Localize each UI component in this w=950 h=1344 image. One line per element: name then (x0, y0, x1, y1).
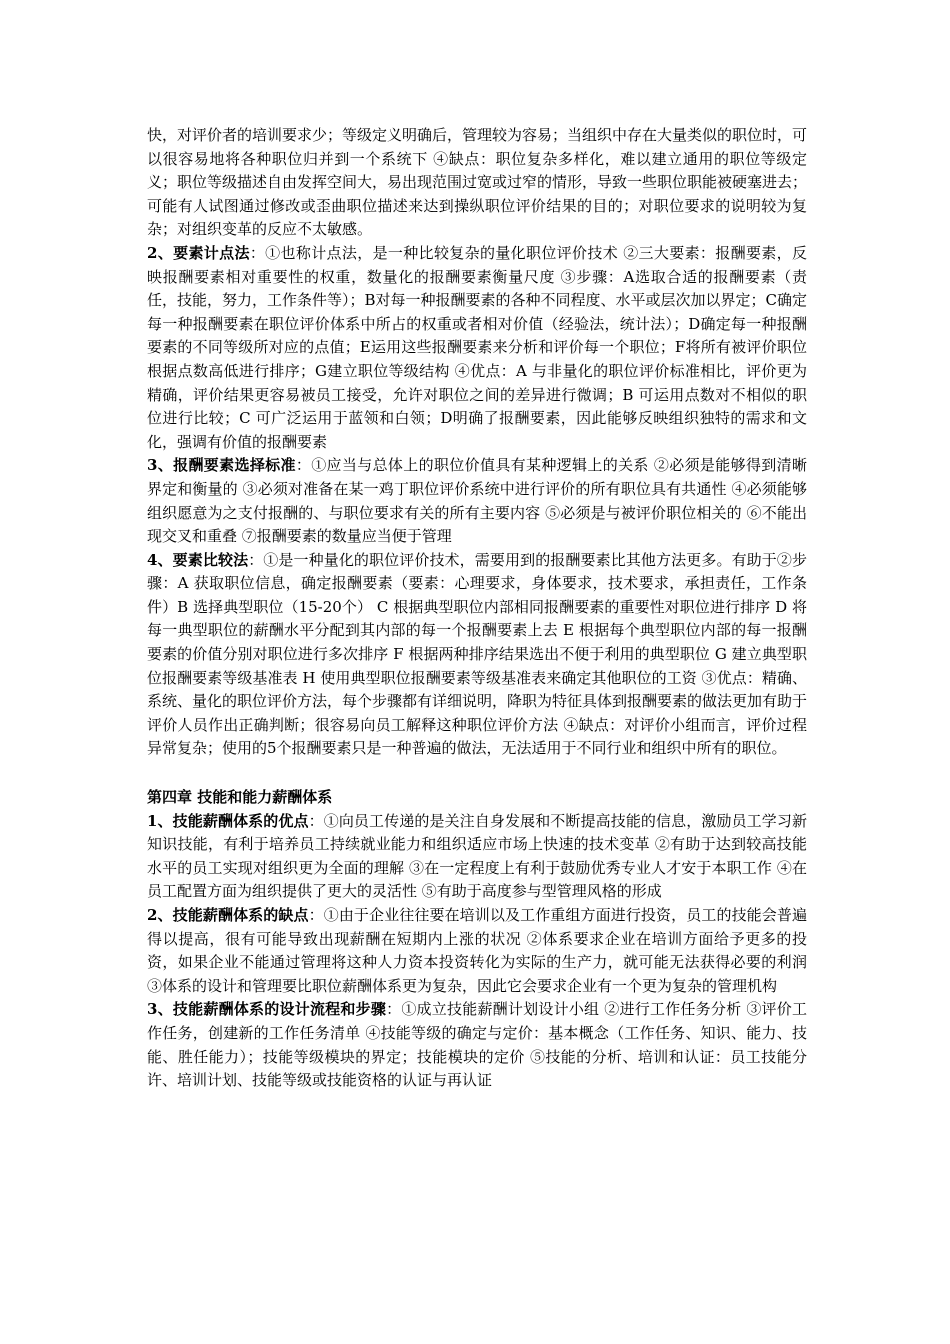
section-number: 2、 (147, 243, 174, 262)
section-heading: 技能薪酬体系的缺点 (172, 906, 309, 924)
section-body: ：①由于企业往往要在培训以及工作重组方面进行投资，员工的技能会普遍得以提高，很有可能导致出现薪酬在短期内上涨的状况 ②体系要求企业在培训方面给予更多的投资，如果企业不能通过管理将这种人力资本投资转化为实际的生产力，就可能无法获得必要的利润 ③体系的设计和管理要比职位薪酬体系更为复杂，因此它会要求企业有一个更为复杂的管理机构 (147, 906, 807, 995)
section-body: ：①应当与总体上的职位价值具有某种逻辑上的关系 ②必须是能够得到清晰界定和衡量的 ③必须对准备在某一鸡丁职位评价系统中进行评价的所有职位具有共通性 ④必须能够组织愿意为之支付报酬的、与职位要求有关的所有主要内容 ⑤必须是与被评价职位相关的 ⑥不能出现交叉和重叠 ⑦报酬要素的数量应当便于管理 (147, 456, 807, 546)
section-number: 4、 (147, 550, 173, 569)
section-body: ：①是一种量化的职位评价技术，需要用到的报酬要素比其他方法更多。有助于②步骤：A 获取职位信息，确定报酬要素（要素：心理要求，身体要求，技术要求，承担责任，工作条件）B 选择典型职位（15-20个） C 根据典型职位内部相同报酬要素的重要性对职位进行排序 D 将每一典型职位的薪酬水平分配到其内部的每一个报酬要素上去 E 根据每个典型职位内部的每一报酬要素的价值分别对职位进行多次排序 F 根据两种排序结果选出不便于利用的典型职位 G 建立典型职位报酬要素等级基准表 H 使用典型职位报酬要素等级基准表来确定其他职位的工资 ③优点：精确、系统、量化的职位评价方法，每个步骤都有详细说明，降职为特征具体到报酬要素的做法更加有助于评价人员作出正确判断；很容易向员工解释这种职位评价方法 ④缺点：对评价小组而言，评价过程异常复杂；使用的5个报酬要素只是一种普遍的做法，无法适用于不同行业和组织中所有的职位。 (147, 550, 808, 758)
section-body: ：①向员工传递的是关注自身发展和不断提高技能的信息，激励员工学习新知识技能，有利于培养员工持续就业能力和组织适应市场上快速的技术变革 ②有助于达到较高技能水平的员工实现对组织更为全面的理解 ③在一定程度上有利于鼓励优秀专业人才安于本职工作 ④在员工配置方面为组织提供了更大的灵活性 ⑤有助于高度参与型管理风格的形成 (147, 811, 807, 901)
section-heading: 技能薪酬体系的优点 (172, 811, 309, 830)
intro-paragraph: 快，对评价者的培训要求少；等级定义明确后，管理较为容易；当组织中存在大量类似的职位时，可以很容易地将各种职位归并到一个系统下 ④缺点：职位复杂多样化，难以建立通用的职位等级定义；职位等级描述自由发挥空间大，易出现范围过宽或过窄的情形，导致一些职位职能被硬塞进去；可能有人试图通过修改或歪曲职位描述来达到操纵职位评价结果的目的；对职位要求的说明较为复杂；对组织变革的反应不太敏感。 (147, 126, 808, 239)
section-skill-pay-design-steps (147, 998, 807, 1092)
section-number: 3、 (147, 456, 174, 475)
section-heading: 要素计点法 (173, 243, 250, 262)
section-factor-comparison (147, 549, 807, 761)
section-point-factor (147, 242, 807, 454)
section-heading: 技能薪酬体系的设计流程和步骤 (172, 1000, 387, 1019)
section-number: 1、 (147, 811, 173, 830)
chapter-title: 第四章 技能和能力薪酬体系 (147, 788, 333, 807)
section-factor-criteria (147, 454, 807, 548)
section-number: 2、 (147, 906, 173, 924)
section-body: ：①成立技能薪酬计划设计小组 ②进行工作任务分析 ③评价工作任务，创建新的工作任务清单 ④技能等级的确定与定价：基本概念（工作任务、知识、能力、技能、胜任能力）；技能等级模块的界定；技能模块的定价 ⑤技能的分析、培训和认证：员工技能分许、培训计划、技能等级或技能资格的认证与再认证 (147, 1000, 807, 1090)
section-heading: 报酬要素选择标准 (173, 456, 296, 475)
document-page (147, 124, 807, 1093)
section-skill-pay-advantages (147, 810, 807, 904)
section-number: 3、 (147, 1000, 173, 1019)
section-body: ：①也称计点法，是一种比较复杂的量化职位评价技术 ②三大要素：报酬要素，反映报酬要素相对重要性的权重，数量化的报酬要素衡量尺度 ③步骤：A选取合适的报酬要素（责任，技能，努力，工作条件等）；B对每一种报酬要素的各种不同程度、水平或层次加以界定；C确定每一种报酬要素在职位评价体系中所占的权重或者相对价值（经验法，统计法）；D确定每一种报酬要素的不同等级所对应的点值；E运用这些报酬要素来分析和评价每一个职位；F将所有被评价职位根据点数高低进行排序；G建立职位等级结构 ④优点：A 与非量化的职位评价标准相比，评价更为精确，评价结果更容易被员工接受，允许对职位之间的差异进行微调；B 可运用点数对不相似的职位进行比较；C 可广泛运用于蓝领和白领；D明确了报酬要素，因此能够反映组织独特的需求和文化，强调有价值的报酬要素 (147, 243, 808, 451)
section-heading: 要素比较法 (172, 550, 249, 569)
section-skill-pay-disadvantages (147, 904, 807, 998)
